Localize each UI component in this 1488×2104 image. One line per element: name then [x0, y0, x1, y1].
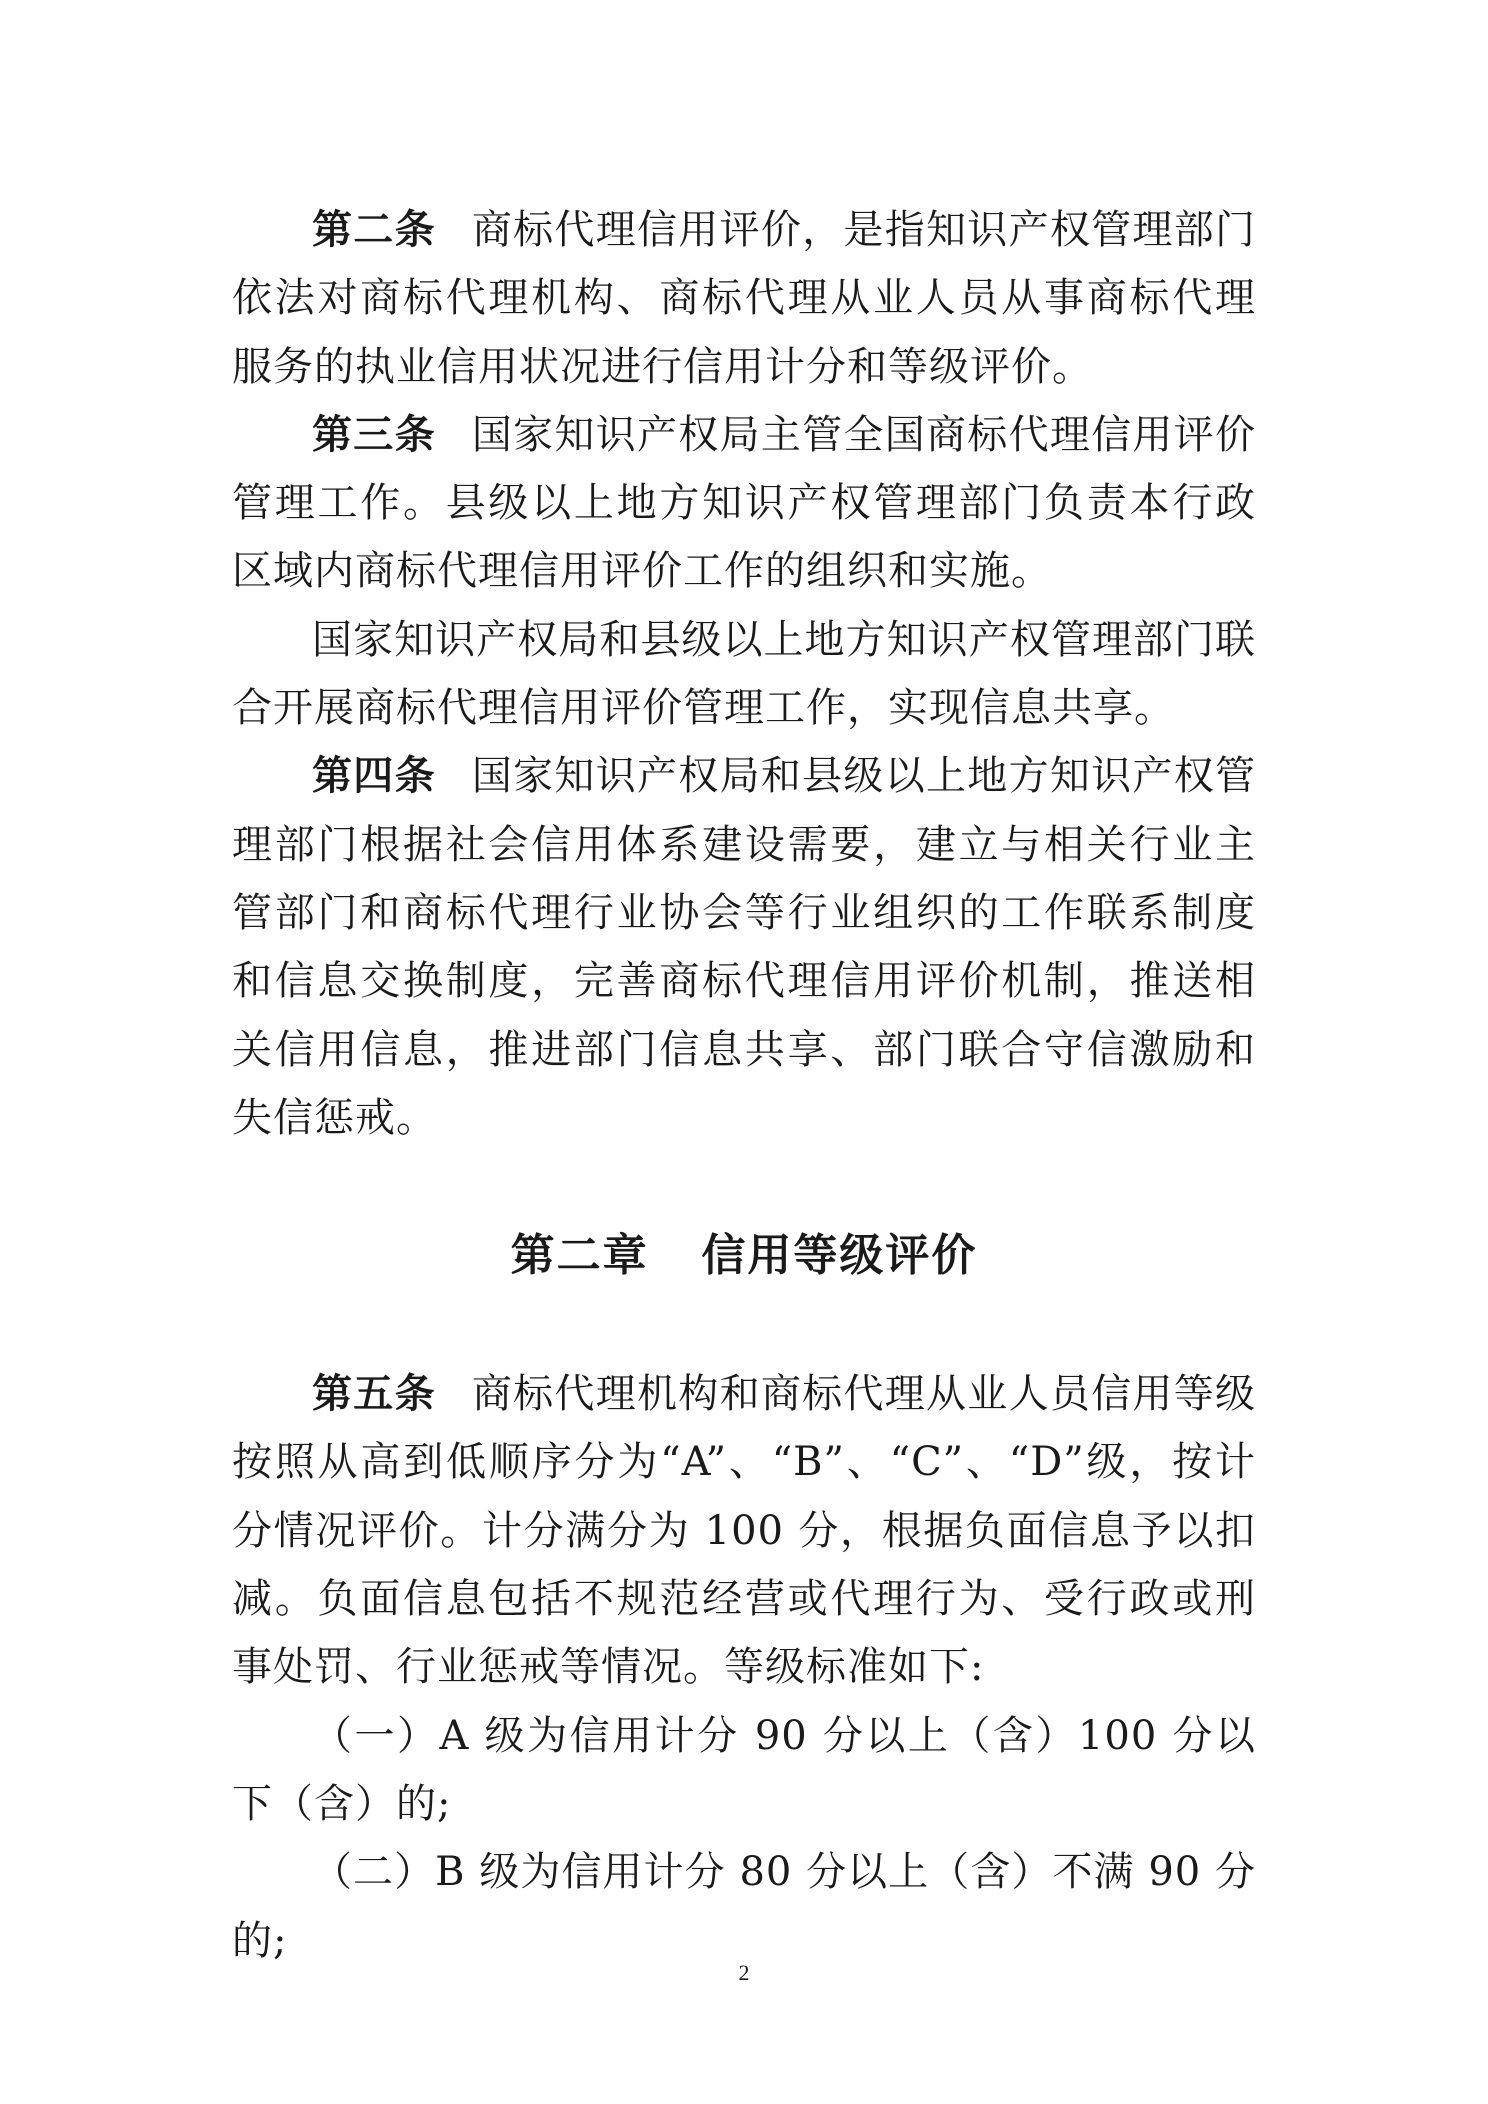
article-label: 第二条	[312, 206, 436, 253]
article-text: 国家知识产权局主管全国商标代理信用评价管理工作。县级以上地方知识产权管理部门负责本行政区域内商标代理信用评价工作的组织和实施。	[232, 411, 1257, 595]
article-label: 第四条	[312, 752, 436, 800]
chapter-number: 第二章	[510, 1230, 649, 1282]
document-body	[232, 196, 1256, 1975]
article-2	[232, 196, 1256, 401]
article-text: 商标代理机构和商标代理从业人员信用等级按照从高到低顺序分为“A”、“B”、“C”、“D”级，按计分情况评价。计分满分为 100 分，根据负面信息予以扣减。负面信息包括不规范经营或代理行为、受行政或刑事处罚、行业惩戒等情况。等级标准如下:	[232, 1371, 1257, 1691]
chapter-heading	[232, 1152, 1256, 1360]
article-4	[232, 742, 1256, 1152]
article-label: 第五条	[312, 1370, 436, 1418]
grade-item-a	[232, 1702, 1256, 1839]
page-number: 2	[738, 1960, 750, 1985]
article-5	[232, 1360, 1256, 1701]
article-3	[232, 401, 1256, 606]
article-text: 国家知识产权局和县级以上地方知识产权管理部门根据社会信用体系建设需要，建立与相关行业主管部门和商标代理行业协会等行业组织的工作联系制度和信息交换制度，完善商标代理信用评价机制，推送相关信用信息，推进部门信息共享、部门联合守信激励和失信惩戒。	[232, 753, 1257, 1141]
chapter-title: 信用等级评价	[701, 1230, 978, 1282]
article-text: 商标代理信用评价，是指知识产权管理部门依法对商标代理机构、商标代理从业人员从事商标代理服务的执业信用状况进行信用计分和等级评价。	[232, 207, 1257, 390]
grade-text: （一）A 级为信用计分 90 分以上（含）100 分以下（含）的;	[232, 1712, 1256, 1827]
paragraph-text: 国家知识产权局和县级以上地方知识产权管理部门联合开展商标代理信用评价管理工作，实现信息共享。	[232, 616, 1256, 732]
grade-item-b	[232, 1838, 1256, 1975]
article-3-paragraph-2	[232, 606, 1256, 743]
grade-text: （二）B 级为信用计分 80 分以上（含）不满 90 分的;	[232, 1849, 1256, 1964]
article-label: 第三条	[312, 410, 436, 458]
